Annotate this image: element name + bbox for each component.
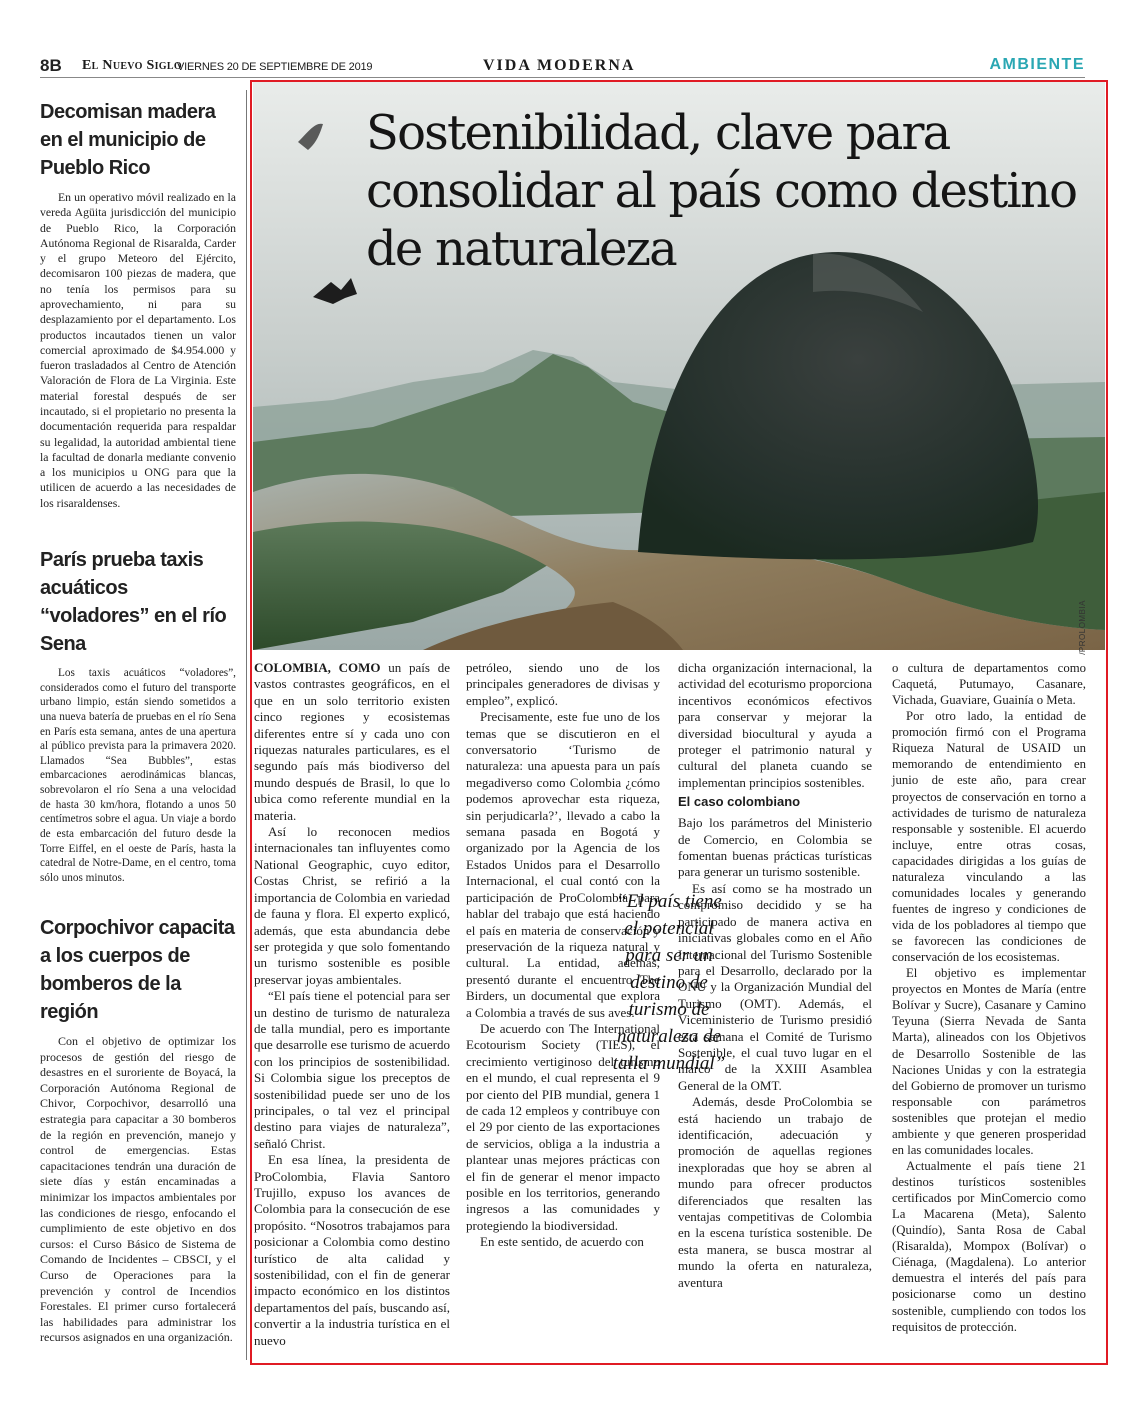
paragraph: petróleo, siendo uno de los principales generadores de divisas y empleo”, explicó. <box>466 660 660 708</box>
brief-body: Los taxis acuáticos “voladores”, considerados como el futuro del transporte urbano limpio, están siendo sometidos a una nueva batería de pruebas en el río Sena en París esta semana, antes de una apertura al público prevista para la primavera 2020. Llamados “Sea Bubbles”, estas embarcaciones aerodinámicas blancas, sobrevolaron el río Sena a una velocidad de hasta 30 km/hora, flotando a unos 50 centímetros sobre el agua. Un viaje a bordo de esta embarcación del futuro desde la Torre Eiffel, en el oeste de París, hasta la catedral de Notre-Dame, en el centro, toma sólo unos minutos. <box>40 667 236 884</box>
brief-corpochivor <box>40 914 236 1346</box>
paragraph: El objetivo es implementar proyectos en Montes de María (entre Bolívar y Sucre), Casanare y Camino Teyuna (Sierra Nevada de Santa Marta), alineados con los Objetivos de Desarrollo Sostenible de las Naciones Unidas y con la estrategia del Gobierno de promover un turismo responsable con parámetros sostenibles que protejan el medio ambiente y que generen prosperidad en las comunidades locales. <box>892 966 1086 1157</box>
section-name: VIDA MODERNA <box>483 57 636 74</box>
header-rule <box>40 77 1085 78</box>
pull-quote: “El país tiene el potencial para ser un destino de turismo de naturaleza de talla mundial” <box>612 891 726 1074</box>
issue-date: VIERNES 20 DE SEPTIEMBRE DE 2019 <box>177 61 373 73</box>
brief-title: París prueba taxis acuáticos “voladores” en el río Sena <box>40 549 227 655</box>
paragraph: Además, desde ProColombia se está haciendo un trabajo de identificación, adecuación y promoción de aquellas regiones inexploradas que hoy se abren al mundo para ofrecer productos diferenciados que resalten las ventajas competitivas de Colombia en la escena turística sostenible. De esta manera, se busca mostrar al mundo la oferta en naturaleza, aventura <box>678 1094 872 1290</box>
column-divider <box>246 90 247 1360</box>
article-lead: COLOMBIA, COMO <box>254 660 381 675</box>
page-number: 8B <box>40 56 62 75</box>
page-header <box>0 0 1125 78</box>
paragraph: Es así como se ha mostrado un compromiso decidido y se ha participado de manera activa en iniciativas globales como en el Año Internacional del Turismo Sostenible para el Desarrollo, declarado por la ONU y la Organización Mundial del Turismo (OMT). Además, el Viceministerio de Turismo presidió esta semana el Comité de Turismo Sostenible, el cual tuvo lugar en el marco de la XXIII Asamblea General de la OMT. <box>678 880 872 1093</box>
paragraph: o cultura de departamentos como Caquetá, Putumayo, Casanare, Vichada, Guaviare, Guainía o Meta. <box>892 661 1086 708</box>
masthead: El Nuevo Siglo <box>82 58 182 73</box>
brief-title: Corpochivor capacita a los cuerpos de bomberos de la región <box>40 917 235 1023</box>
paragraph: Actualmente el país tiene 21 destinos turísticos sostenibles certificados por MinComercio como La Macarena (Meta), Salento (Quindío), Santa Rosa de Cabal (Risaralda), Mompox (Bolívar) o Ciénaga, (Magdalena). Lo anterior demuestra el interés del país para posicionarse como un destino sostenible, cumpliendo con todos los requisitos de protección. <box>892 1158 1086 1334</box>
photo-credit: /PROLOMBIA <box>1078 600 1087 655</box>
brief-body: Con el objetivo de optimizar los procesos de gestión del riesgo de desastres en el suroriente de Boyacá, la Corporación Autónoma Regional de Chivor, Corpochivor, desarrolló una estrategia para capacitar a 30 bomberos de la región en prevención, manejo y control de emergencias. Estas capacitaciones tendrán una duración de siete días y están encaminadas a minimizar los impactos ambientales por las condiciones de riesgo, enfocando el cumplimiento de este objetivo en dos cursos: el Curso Básico de Sistema de Comando de Incidentes – CBSCI, y el Curso de Operaciones para la prevención y control de Incendios Forestales. El primer curso fortalecerá las habilidades para administrar los recursos asignados en una organización. <box>40 1034 236 1345</box>
paragraph: En este sentido, de acuerdo con <box>480 1234 644 1250</box>
category-label: AMBIENTE <box>989 56 1085 73</box>
paragraph: De acuerdo con The International Ecotourism Society (TIES), el crecimiento vertiginoso del turismo en el mundo, el cual representa el 9 por ciento del PIB mundial, genera 1 de cada 12 empleos y contribuye con el 29 por ciento de las exportaciones de servicios, obliga a la industria a plantear unas mejores prácticas con el fin de generar el menor impacto posible en los territorios, generando ingresos a las comunidades y protegiendo la biodiversidad. <box>466 1020 660 1233</box>
paragraph: dicha organización internacional, la actividad del ecoturismo proporciona incentivos económicos efectivos para conservar y mejorar la diversidad biocultural y ayuda a proteger el patrimonio natural y cultural del planeta cuando se implementan principios sostenibles. <box>678 660 872 790</box>
paragraph: En esa línea, la presidenta de ProColombia, Flavia Santoro Trujillo, expuso los avances de Colombia para la consecución de ese propósito. “Nosotros trabajamos para posicionar a Colombia como destino turístico de alta calidad y sostenibilidad, con el fin de generar impacto económico en los distintos departamentos del país, buscando así, convertir a la industria turística en el nuevo <box>254 1152 450 1348</box>
paragraph: “El país tiene el potencial para ser un destino de turismo de naturaleza de talla mundial, pero es importante que desarrolle ese turismo de acuerdo con los principios de sostenibilidad. Si Colombia sigue los preceptos de sostenibilidad puede ser uno de los principales, o tal vez el principal destino para viajes de naturaleza”, señaló Christ. <box>254 988 451 1151</box>
paragraph: un país de vastos contrastes geográficos, en el que en un solo territorio existen cinco regiones y ecosistemas diferentes entre sí y cada uno con riquezas naturales particulares, es el segundo país más biodiverso del mundo después de Brasil, lo que lo ubica como referente mundial en la materia. <box>254 660 450 823</box>
brief-title: Decomisan madera en el municipio de Pueblo Rico <box>40 101 216 179</box>
feature-frame <box>250 80 1108 1365</box>
brief-pueblo-rico <box>40 98 236 511</box>
subheading: El caso colombiano <box>678 794 801 810</box>
paragraph: Así lo reconocen medios internacionales tan influyentes como National Geographic, cuyo editor, Costas Christ, se refirió a la importancia de Colombia en variedad de fauna y flora. El experto explicó, además, que esta abundancia debe ser protegida y que solo fomentando un turismo sostenible es posible preservar joyas ambientales. <box>254 824 450 987</box>
paragraph: Bajo los parámetros del Ministerio de Comercio, en Colombia se fomentan buenas prácticas turísticas para generar un turismo sostenible. <box>678 815 872 880</box>
feature-headline: Sostenibilidad, clave para consolidar al país como destino de naturaleza <box>366 105 1077 277</box>
brief-paris-taxis <box>40 546 236 885</box>
brief-body: En un operativo móvil realizado en la vereda Agüita jurisdicción del municipio de Pueblo Rico, la Corporación Autónoma Regional de Risaralda, Carder y el grupo Meteoro del Ejército, decomisaron 100 piezas de madera, que no tenía los permisos para su aprovechamiento, ni para su desplazamiento por el departamento. Los productos incautados tienen un valor comercial aproximado de $4.954.000 y fueron trasladados al Centro de Atención Valoración de Flora de La Virginia. Este material forestal después de ser incautado, si el propietario no presenta la documentación requerida para respaldar su legalidad, la autoridad ambiental tiene la facultad de donarla mediante convenio a los municipios u ONG para que la utilicen de acuerdo a las necesidades de los risaraldenses. <box>40 191 236 510</box>
paragraph: Precisamente, este fue uno de los temas que se discutieron en el conversatorio ‘Turismo de naturaleza: una apuesta para un país megadiverso como Colombia ¿cómo podemos aprovechar esta riqueza, sin perjudicarla?’, llevado a cabo la semana pasada en Bogotá y organizado por la Agencia de los Estados Unidos para el Desarrollo Internacional, el cual contó con la participación de ProColombia, para hablar del trabajo que está haciendo el país en materia de conservación y preservación de la riqueza natural y cultural. La entidad, además, presentó durante el encuentro The Birders, un documental que explora a Colombia a través de sus aves. <box>466 709 660 1020</box>
paragraph: Por otro lado, la entidad de promoción firmó con el Programa Riqueza Natural de USAID un memorando de entendimiento en junio de este año, para crear proyectos de conservación en torno a actividades de turismo de naturaleza responsable y sostenible. El acuerdo incluye, entre otras cosas, capacidades dirigidas a los guías de naturaleza vinculando a las comunidades locales y generando fuentes de ingreso y condiciones de vida de los pobladores al tiempo que se favorecen las condiciones de conservación de los ecosistemas. <box>892 709 1086 965</box>
